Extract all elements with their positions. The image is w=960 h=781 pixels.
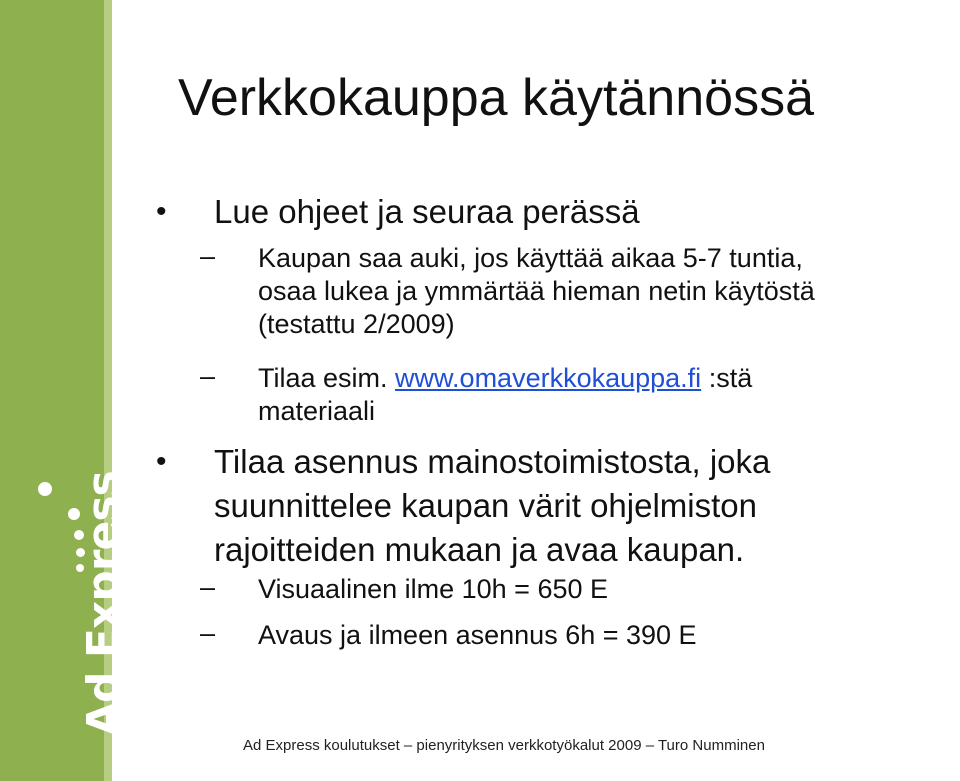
sub-item-text: Kaupan saa auki, jos käyttää aikaa 5-7 tuntia, xyxy=(258,243,803,273)
sub-item-text: Visuaalinen ilme 10h = 650 E xyxy=(258,574,608,604)
sub-item-text: Avaus ja ilmeen asennus 6h = 390 E xyxy=(258,620,697,650)
bullet-item xyxy=(156,190,640,234)
sub-item-suffix: :stä xyxy=(708,363,753,393)
logo-dot xyxy=(38,482,52,496)
sub-item-text: materiaali xyxy=(258,396,376,426)
bullet-marker: • xyxy=(156,445,167,478)
sub-item xyxy=(200,241,815,341)
bullet-text: suunnittelee kaupan värit ohjelmiston xyxy=(214,487,758,524)
dash-marker: – xyxy=(200,361,216,391)
bullet-text: Tilaa asennus mainostoimistosta, joka xyxy=(214,443,771,480)
bullet-text: rajoitteiden mukaan ja avaa kaupan. xyxy=(214,531,745,568)
sub-item xyxy=(200,618,697,652)
dash-marker: – xyxy=(200,618,216,648)
sub-item-text: osaa lukea ja ymmärtää hieman netin käytöstä xyxy=(258,276,815,306)
footer: Ad Express koulutukset – pienyrityksen verkkotyökalut 2009 – Turo Numminen xyxy=(243,737,765,754)
sub-item-prefix: Tilaa esim. xyxy=(258,363,388,393)
bullet-text: Lue ohjeet ja seuraa perässä xyxy=(214,193,640,230)
sub-item-text: (testattu 2/2009) xyxy=(258,309,455,339)
omaverkkokauppa-link[interactable]: www.omaverkkokauppa.fi xyxy=(395,363,702,393)
bullet-marker: • xyxy=(156,195,167,228)
dash-marker: – xyxy=(200,572,216,602)
sub-item xyxy=(200,361,753,428)
logo-text: Ad Express xyxy=(78,471,129,736)
slide-title: Verkkokauppa käytännössä xyxy=(178,69,814,127)
bullet-item xyxy=(156,440,771,572)
sub-item xyxy=(200,572,608,606)
sub-item-text-line xyxy=(258,362,752,395)
dash-marker: – xyxy=(200,241,216,271)
